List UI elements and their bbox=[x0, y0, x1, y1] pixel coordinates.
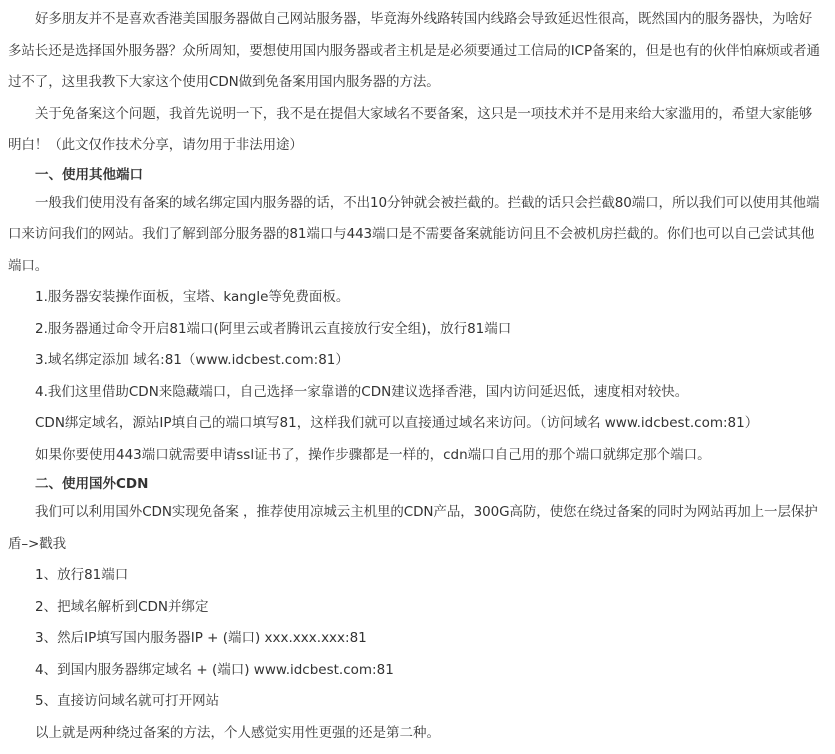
section-1-ssl-note: 如果你要使用443端口就需要申请ssl证书了，操作步骤都是一样的，cdn端口自己用的那个端口就绑定那个端口。 bbox=[35, 446, 711, 463]
intro-paragraph-1: 好多朋友并不是喜欢香港美国服务器做自己网站服务器，毕竟海外线路转国内线路会导致延迟性很高，既然国内的服务器快，为啥好多站长还是选择国外服务器？众所周知，要想使用国内服务器或者主机是是必须要通过工信局的ICP备案的，但是也有的伙伴怕麻烦或者通过不了，这里我教下大家这个使用CDN做到免备案用国内服务器的方法。 bbox=[8, 11, 820, 90]
section-2-heading: 二、使用国外CDN bbox=[35, 476, 149, 492]
section-1-heading: 一、使用其他端口 bbox=[35, 166, 143, 183]
section-1-step-4: 4.我们这里借助CDN来隐藏端口，自己选择一家靠谱的CDN建议选择香港，国内访问延迟低，速度相对较快。 bbox=[35, 383, 689, 400]
section-2-step-1: 1、放行81端口 bbox=[35, 567, 129, 583]
section-2-step-4: 4、到国内服务器绑定域名 + (端口) www.idcbest.com:81 bbox=[35, 661, 394, 678]
intro-paragraph-2: 关于免备案这个问题，我首先说明一下，我不是在提倡大家域名不要备案，这只是一项技术并不是用来给大家滥用的，希望大家能够明白！（此文仅作技术分享，请勿用于非法用途） bbox=[8, 105, 813, 153]
section-1-description: 一般我们使用没有备案的域名绑定国内服务器的话，不出10分钟就会被拦截的。拦截的话只会拦截80端口，所以我们可以使用其他端口来访问我们的网站。我们了解到部分服务器的81端口与443端口是不需要备案就能访问且不会被机房拦截的。你们也可以自己尝试其他端口。 bbox=[8, 194, 820, 274]
section-1-step-2: 2.服务器通过命令开启81端口(阿里云或者腾讯云直接放行安全组)，放行81端口 bbox=[35, 320, 512, 337]
section-2-step-5: 5、直接访问域名就可打开网站 bbox=[35, 693, 220, 709]
section-1-step-3: 3.域名绑定添加 域名:81（www.idcbest.com:81） bbox=[35, 352, 349, 368]
section-2-step-2: 2、把域名解析到CDN并绑定 bbox=[35, 598, 209, 615]
section-1-step-1: 1.服务器安装操作面板，宝塔、kangle等免费面板。 bbox=[35, 289, 350, 305]
section-2-description: 我们可以利用国外CDN实现免备案 ，推荐使用凉城云主机里的CDN产品，300G高防，使您在绕过备案的同时为网站再加上一层保护盾–>戳我 bbox=[8, 504, 818, 552]
section-2-step-3: 3、然后IP填写国内服务器IP + (端口) xxx.xxx.xxx:81 bbox=[35, 630, 367, 646]
conclusion-paragraph: 以上就是两种绕过备案的方法，个人感觉实用性更强的还是第二种。 bbox=[35, 724, 440, 741]
section-1-cdn-note: CDN绑定域名，源站IP填自己的端口填写81，这样我们就可以直接通过域名来访问。（访问域名 www.idcbest.com:81） bbox=[35, 415, 759, 431]
